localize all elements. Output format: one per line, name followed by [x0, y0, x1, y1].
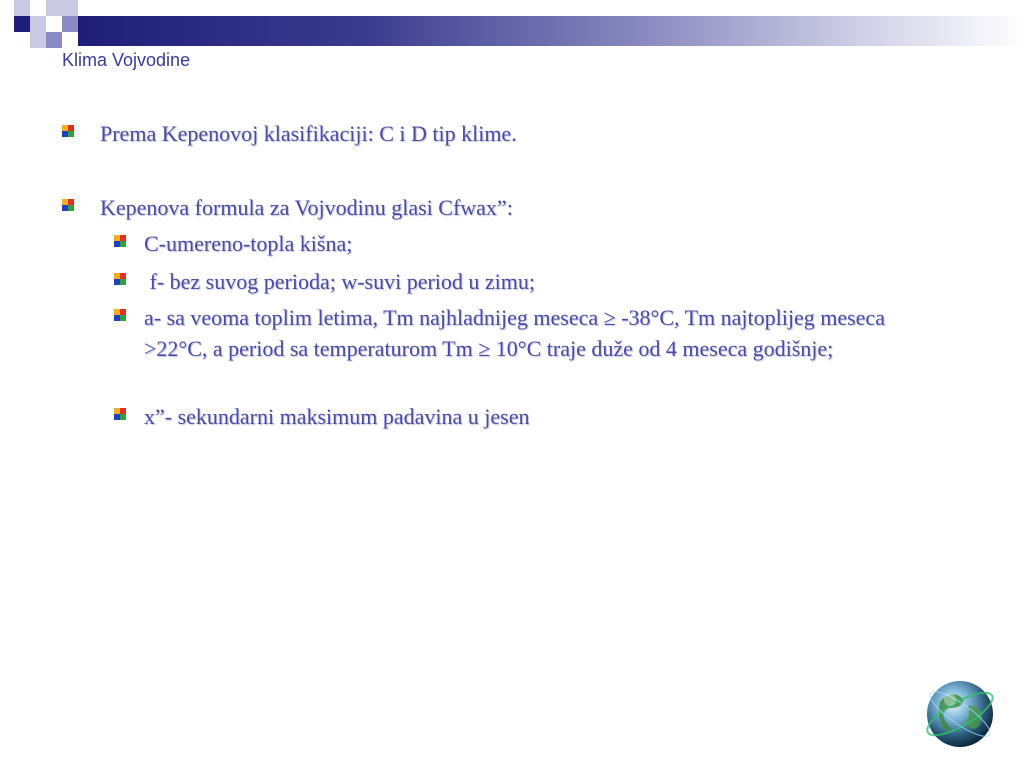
multicolor-square-bullet-icon [112, 233, 128, 249]
header-gradient-bar [78, 16, 1024, 46]
decor-square [14, 16, 30, 32]
bullet-text: Prema Kepenovoj klasifikaciji: C i D tip klime. [100, 121, 517, 146]
decor-square [62, 16, 78, 32]
list-item [60, 192, 940, 223]
decor-square [14, 0, 30, 16]
bullet-text: a- sa veoma toplim letima, Tm najhladnijeg meseca ≥ -38°C, Tm najtoplijeg meseca >22°C, a period sa temperaturom Tm ≥ 10°C traje duže od 4 meseca godišnje; [144, 305, 885, 361]
bullet-text: Kepenova formula za Vojvodinu glasi Cfwax”: [100, 195, 513, 220]
list-item [112, 302, 942, 364]
bullet-text: x”- sekundarni maksimum padavina u jesen [144, 404, 530, 429]
decor-square [30, 16, 46, 32]
multicolor-square-bullet-icon [60, 123, 76, 139]
globe-icon [922, 672, 1000, 756]
decor-square [62, 0, 78, 16]
decor-square [46, 0, 62, 16]
list-item [112, 266, 942, 297]
decor-square [30, 32, 46, 48]
header-title: Klima Vojvodine [62, 50, 191, 70]
multicolor-square-bullet-icon [112, 307, 128, 323]
decor-square [46, 32, 62, 48]
list-item [112, 228, 942, 259]
multicolor-square-bullet-icon [112, 406, 128, 422]
list-item [60, 118, 940, 149]
multicolor-square-bullet-icon [112, 271, 128, 287]
list-item [112, 401, 942, 432]
multicolor-square-bullet-icon [60, 197, 76, 213]
bullet-text: C-umereno-topla kišna; [144, 231, 353, 256]
bullet-text: f- bez suvog perioda; w-suvi period u zimu; [144, 269, 536, 294]
